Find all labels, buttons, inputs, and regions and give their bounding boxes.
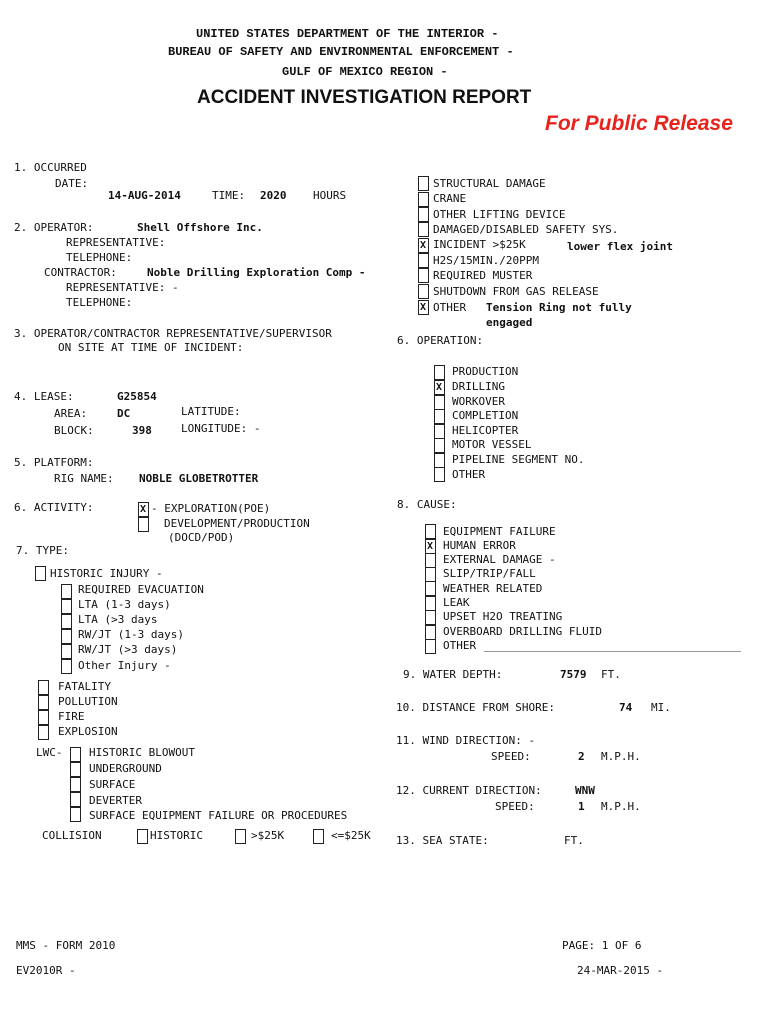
type-pollution: POLLUTION [58,695,118,708]
collision-under25k-checkbox[interactable] [313,829,324,844]
s5-rig: NOBLE GLOBETROTTER [139,472,259,485]
lwc-checkbox[interactable] [70,777,81,792]
damage-item: H2S/15MIN./20PPM [433,254,539,267]
water-depth-value: 7579 [560,668,587,681]
water-depth-unit: FT. [601,668,621,681]
damage-checkbox[interactable] [418,253,429,268]
injury-checkbox[interactable] [61,584,72,599]
damage-item: STRUCTURAL DAMAGE [433,177,546,190]
activity-development-checkbox[interactable] [138,517,149,532]
operation-item: WORKOVER [452,395,505,408]
type-fatality: FATALITY [58,680,111,693]
cause-checkbox[interactable]: X [425,539,436,554]
damage-checkbox[interactable] [418,284,429,299]
s4-label: 4. LEASE: [14,390,74,403]
historic-injury: HISTORIC INJURY - [50,567,163,580]
cause-label: 8. CAUSE: [397,498,457,511]
current-speed-label: SPEED: [495,800,535,813]
operation-checkbox[interactable] [434,438,445,453]
s4-area: DC [117,407,131,420]
s2-operator: Shell Offshore Inc. [137,221,263,234]
s5-rig-label: RIG NAME: [54,472,114,485]
type-fire: FIRE [58,710,85,723]
operation-label: 6. OPERATION: [397,334,484,347]
damage-item: OTHER [433,301,467,314]
lwc-label: LWC- [36,746,63,759]
s1-hours: HOURS [313,189,347,202]
cause-item: LEAK [443,596,470,609]
cause-item: WEATHER RELATED [443,582,543,595]
other-note-2: engaged [486,316,533,329]
cause-other-line [484,651,741,652]
header-line-3: GULF OF MEXICO REGION - [282,65,448,79]
fire-checkbox[interactable] [38,710,49,725]
injury-item: RW/JT (1-3 days) [78,628,184,641]
s2-tel2: TELEPHONE: [66,296,133,309]
operation-item: PRODUCTION [452,365,519,378]
current-direction: WNW [575,784,595,797]
s1-label: 1. OCCURRED [14,161,87,174]
operation-item: HELICOPTER [452,424,519,437]
injury-item: Other Injury - [78,659,171,672]
damage-item: OTHER LIFTING DEVICE [433,208,566,221]
s2-label: 2. OPERATOR: [14,221,94,234]
s1-date: 14-AUG-2014 [108,189,181,202]
explosion-checkbox[interactable] [38,725,49,740]
injury-item: RW/JT (>3 days) [78,643,178,656]
operation-item: OTHER [452,468,486,481]
activity-development-sub: (DOCD/POD) [168,531,235,544]
cause-checkbox[interactable] [425,581,436,596]
damage-item: REQUIRED MUSTER [433,269,533,282]
lwc-item: UNDERGROUND [89,762,162,775]
sea-state-unit: FT. [564,834,584,847]
s1-time-label: TIME: [212,189,246,202]
fatality-checkbox[interactable] [38,680,49,695]
cause-checkbox[interactable] [425,553,436,568]
report-code: EV2010R - [16,964,76,977]
type-explosion: EXPLOSION [58,725,118,738]
operation-item: DRILLING [452,380,505,393]
lwc-checkbox[interactable] [70,747,81,762]
damage-item: INCIDENT >$25K [433,238,526,251]
lwc-item: HISTORIC BLOWOUT [89,746,195,759]
s1-time: 2020 [260,189,287,202]
s4-area-label: AREA: [54,407,88,420]
s4-lease: G25854 [117,390,157,403]
sea-state-label: 13. SEA STATE: [396,834,489,847]
collision-historic-checkbox[interactable] [137,829,148,844]
injury-checkbox[interactable] [61,659,72,674]
cause-item: HUMAN ERROR [443,539,516,552]
s2-contractor-label: CONTRACTOR: [44,266,117,279]
cause-checkbox[interactable] [425,524,436,539]
activity-development: DEVELOPMENT/PRODUCTION [164,517,310,530]
collision-over25k-checkbox[interactable] [235,829,246,844]
wind-speed-label: SPEED: [491,750,531,763]
injury-item: REQUIRED EVACUATION [78,583,204,596]
collision-historic: HISTORIC [150,829,203,842]
s4-longitude: LONGITUDE: - [181,422,261,435]
distance-label: 10. DISTANCE FROM SHORE: [396,701,555,714]
report-title: ACCIDENT INVESTIGATION REPORT [197,87,532,108]
damage-checkbox[interactable] [418,222,429,237]
damage-checkbox[interactable]: X [418,238,429,253]
s2-rep2: REPRESENTATIVE: - [66,281,179,294]
injury-item: LTA (1-3 days) [78,598,171,611]
operation-checkbox[interactable] [434,365,445,380]
cause-item: EQUIPMENT FAILURE [443,525,556,538]
header-line-1: UNITED STATES DEPARTMENT OF THE INTERIOR - [196,27,499,41]
damage-checkbox[interactable] [418,192,429,207]
operation-checkbox[interactable] [434,409,445,424]
s3-line2: ON SITE AT TIME OF INCIDENT: [58,341,244,354]
incident-note: lower flex joint [567,240,673,253]
damage-checkbox[interactable] [418,176,429,191]
s2-rep: REPRESENTATIVE: [66,236,166,249]
damage-checkbox[interactable] [418,207,429,222]
operation-checkbox[interactable] [434,395,445,410]
lwc-checkbox[interactable] [70,792,81,807]
injury-checkbox[interactable] [61,644,72,659]
operation-checkbox[interactable] [434,424,445,439]
public-release-label: For Public Release [545,112,733,135]
operation-checkbox[interactable] [434,453,445,468]
cause-item: UPSET H2O TREATING [443,610,563,623]
lwc-item: SURFACE [89,778,136,791]
collision-under25k: <=$25K [331,829,371,842]
cause-item: SLIP/TRIP/FALL [443,567,536,580]
s4-latitude: LATITUDE: [181,405,241,418]
cause-checkbox[interactable] [425,596,436,611]
distance-value: 74 [619,701,633,714]
damage-item: SHUTDOWN FROM GAS RELEASE [433,285,599,298]
s1-date-label: DATE: [55,177,89,190]
wind-speed: 2 [578,750,585,763]
lwc-item: DEVERTER [89,794,142,807]
header-line-2: BUREAU OF SAFETY AND ENVIRONMENTAL ENFORCEMENT - [168,45,514,59]
lwc-item: SURFACE EQUIPMENT FAILURE OR PROCEDURES [89,809,348,822]
page-number: PAGE: 1 OF 6 [562,939,642,952]
s4-block-label: BLOCK: [54,424,94,437]
current-direction-label: 12. CURRENT DIRECTION: [396,784,542,797]
wind-speed-unit: M.P.H. [601,750,641,763]
cause-checkbox[interactable] [425,625,436,640]
historic-injury-checkbox[interactable] [35,566,46,581]
s5-label: 5. PLATFORM: [14,456,94,469]
cause-item: EXTERNAL DAMAGE - [443,553,556,566]
lwc-checkbox[interactable] [70,807,81,822]
current-speed-unit: M.P.H. [601,800,641,813]
collision-label: COLLISION [42,829,102,842]
damage-checkbox[interactable]: X [418,300,429,315]
s2-tel: TELEPHONE: [66,251,133,264]
damage-item: CRANE [433,192,467,205]
lwc-checkbox[interactable] [70,762,81,777]
cause-checkbox[interactable] [425,610,436,625]
cause-item: OTHER [443,639,477,652]
operation-checkbox[interactable]: X [434,380,445,395]
damage-checkbox[interactable] [418,268,429,283]
wind-direction-label: 11. WIND DIRECTION: - [396,734,536,747]
operation-item: COMPLETION [452,409,519,422]
cause-checkbox[interactable] [425,567,436,582]
s3-line1: 3. OPERATOR/CONTRACTOR REPRESENTATIVE/SUPERVISOR [14,327,332,340]
cause-item: OVERBOARD DRILLING FLUID [443,625,602,638]
water-depth-label: 9. WATER DEPTH: [403,668,503,681]
collision-over25k: >$25K [251,829,285,842]
damage-item: DAMAGED/DISABLED SAFETY SYS. [433,223,619,236]
activity-exploration-checkbox[interactable]: X [138,502,149,517]
operation-item: MOTOR VESSEL [452,438,532,451]
s4-block: 398 [132,424,152,437]
activity-exploration: - EXPLORATION(POE) [151,502,271,515]
cause-checkbox[interactable] [425,639,436,654]
injury-checkbox[interactable] [61,629,72,644]
injury-checkbox[interactable] [61,599,72,614]
distance-unit: MI. [651,701,671,714]
pollution-checkbox[interactable] [38,695,49,710]
operation-checkbox[interactable] [434,467,445,482]
s2-contractor: Noble Drilling Exploration Comp - [147,266,366,279]
s6-label: 6. ACTIVITY: [14,501,94,514]
injury-item: LTA (>3 days [78,613,158,626]
report-date: 24-MAR-2015 - [577,964,664,977]
s7-label: 7. TYPE: [16,544,69,557]
other-note-1: Tension Ring not fully [486,301,632,314]
injury-checkbox[interactable] [61,614,72,629]
form-number: MMS - FORM 2010 [16,939,116,952]
current-speed: 1 [578,800,585,813]
operation-item: PIPELINE SEGMENT NO. [452,453,585,466]
